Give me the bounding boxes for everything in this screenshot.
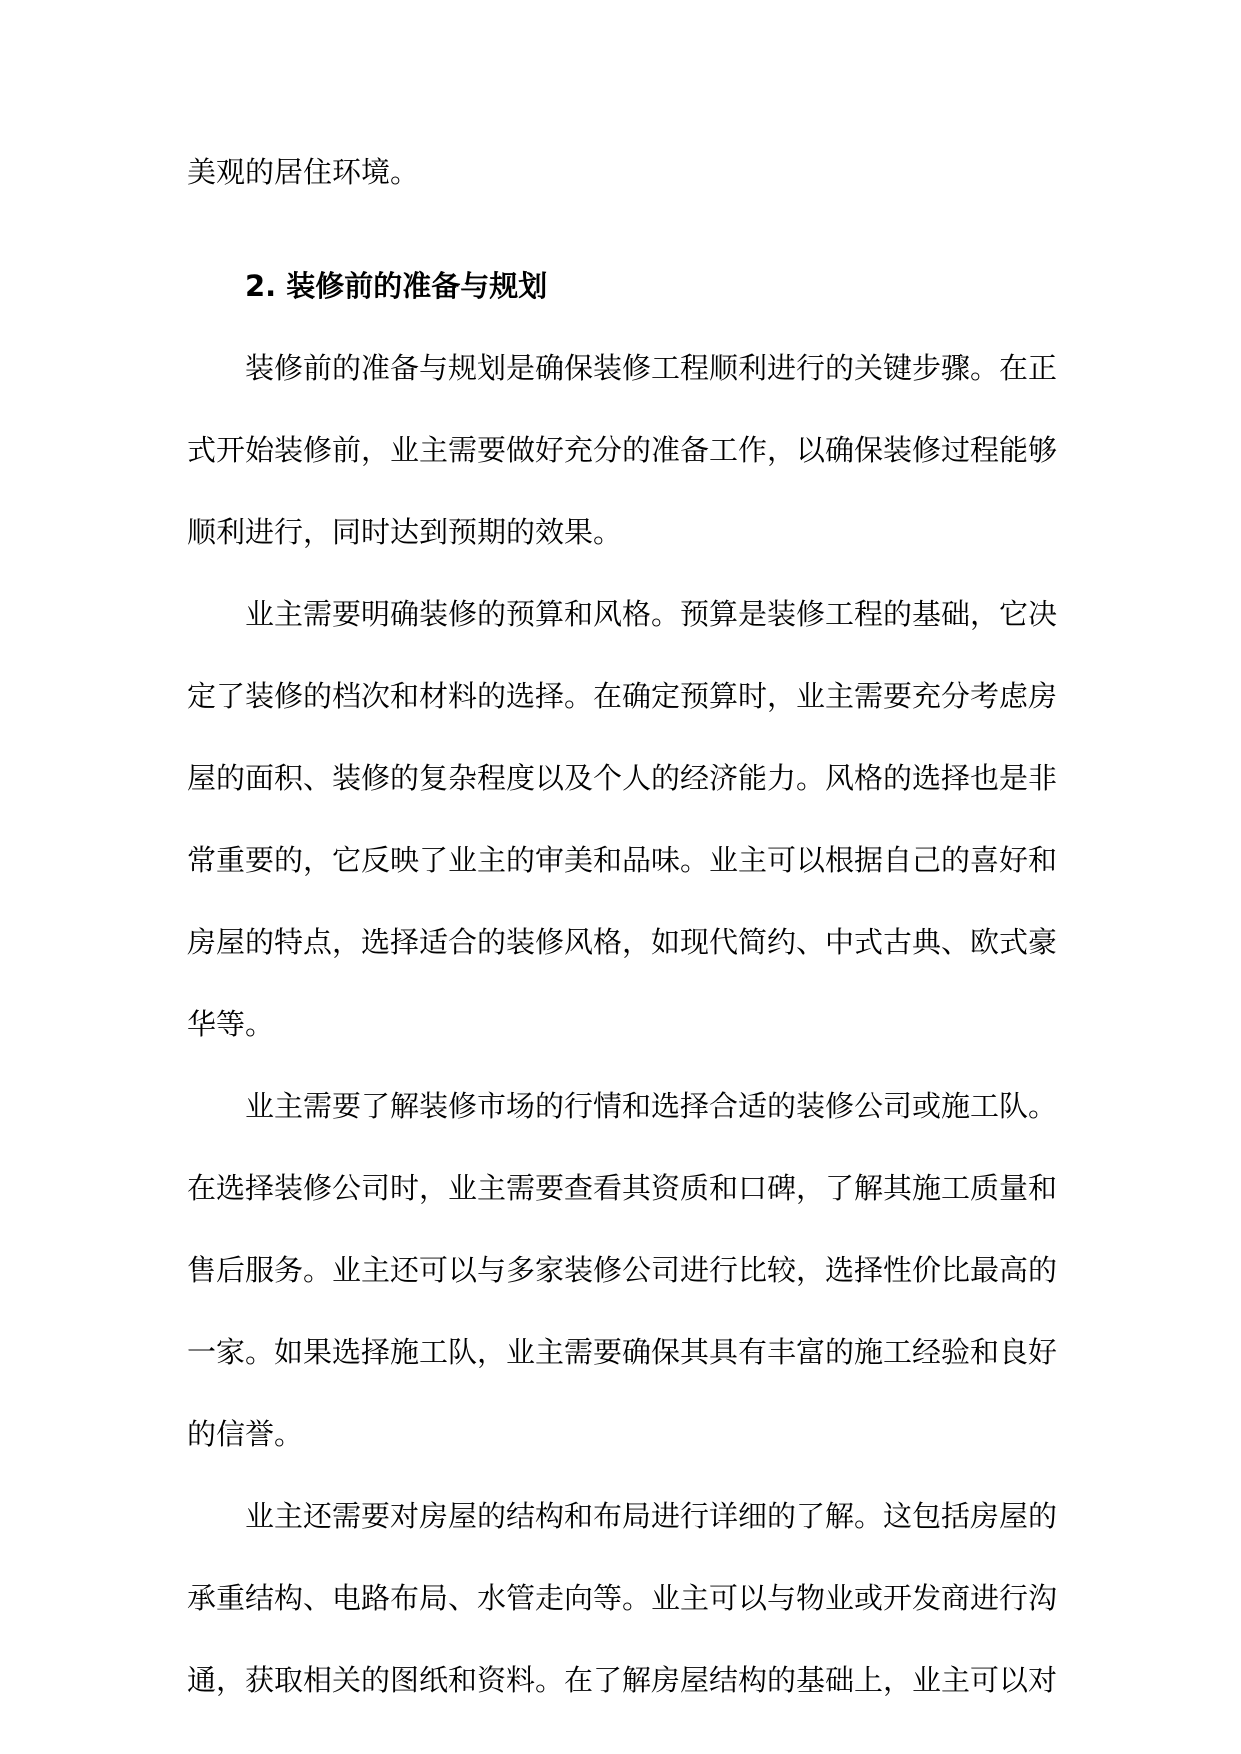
body-text-line: 定了装修的档次和材料的选择。在确定预算时，业主需要充分考虑房 bbox=[187, 679, 1058, 713]
body-text-line: 售后服务。业主还可以与多家装修公司进行比较，选择性价比最高的 bbox=[187, 1253, 1058, 1287]
paragraph bbox=[187, 1491, 1058, 1737]
body-text-line: 承重结构、电路布局、水管走向等。业主可以与物业或开发商进行沟 bbox=[187, 1581, 1058, 1615]
body-text-line: 业主还需要对房屋的结构和布局进行详细的了解。这包括房屋的 bbox=[245, 1499, 1058, 1533]
body-text-line: 在选择装修公司时，业主需要查看其资质和口碑，了解其施工质量和 bbox=[187, 1171, 1058, 1205]
body-text-line: 美观的居住环境。 bbox=[187, 155, 420, 189]
body-text-line: 业主需要明确装修的预算和风格。预算是装修工程的基础，它决 bbox=[245, 597, 1058, 631]
body-text-line: 装修前的准备与规划是确保装修工程顺利进行的关键步骤。在正 bbox=[245, 351, 1058, 385]
body-text-line: 华等。 bbox=[187, 1007, 275, 1041]
body-text-line: 一家。如果选择施工队，业主需要确保其具有丰富的施工经验和良好 bbox=[187, 1335, 1058, 1369]
body-text-line: 式开始装修前，业主需要做好充分的准备工作，以确保装修过程能够 bbox=[187, 433, 1058, 467]
body-text-line: 房屋的特点，选择适合的装修风格，如现代简约、中式古典、欧式豪 bbox=[187, 925, 1058, 959]
body-text-line: 的信誉。 bbox=[187, 1417, 304, 1451]
paragraph bbox=[187, 1081, 1058, 1491]
paragraph bbox=[187, 589, 1058, 1081]
paragraph bbox=[187, 343, 1058, 589]
body-text-line: 屋的面积、装修的复杂程度以及个人的经济能力。风格的选择也是非 bbox=[187, 761, 1058, 795]
section-gap bbox=[187, 229, 1055, 261]
section-heading: 2. 装修前的准备与规划 bbox=[245, 269, 548, 303]
body-text-line: 通，获取相关的图纸和资料。在了解房屋结构的基础上，业主可以对 bbox=[187, 1663, 1058, 1697]
body-text-line: 常重要的，它反映了业主的审美和品味。业主可以根据自己的喜好和 bbox=[187, 843, 1058, 877]
document-body bbox=[187, 147, 1058, 1737]
body-text-line: 顺利进行，同时达到预期的效果。 bbox=[187, 515, 623, 549]
body-text-line: 业主需要了解装修市场的行情和选择合适的装修公司或施工队。 bbox=[245, 1089, 1058, 1123]
